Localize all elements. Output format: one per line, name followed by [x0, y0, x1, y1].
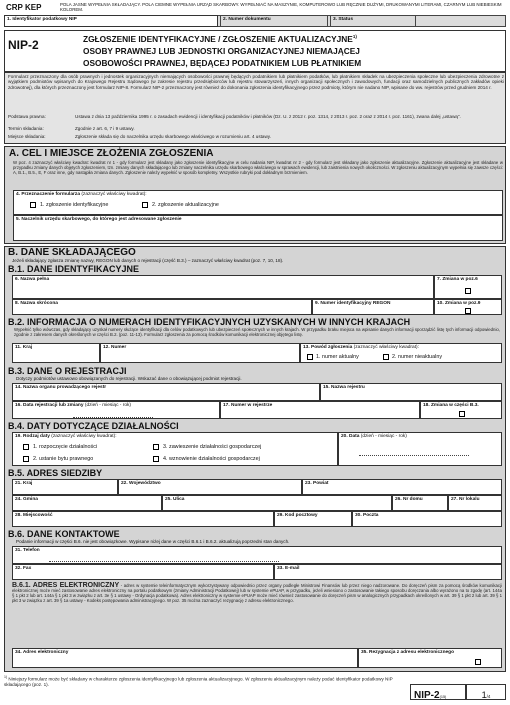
- end-legal-existence-label: 2. ustanie bytu prawnego: [33, 456, 94, 462]
- house-number-label: 26. Nr domu: [395, 497, 423, 502]
- change-name-field: [434, 275, 502, 299]
- postal-code-label: 29. Kod pocztowy: [277, 513, 318, 518]
- foreign-number-field[interactable]: [100, 343, 300, 363]
- date-type-label: 19. Rodzaj daty (zaznaczyć właściwy kwadrat):: [15, 434, 117, 439]
- email-field[interactable]: [274, 564, 502, 580]
- fax-field[interactable]: [12, 564, 274, 580]
- reason-label: 13. Powód zgłoszenia (zaznaczyć właściwy kwadrat):: [303, 345, 419, 350]
- b61-title: B.6.1. ADRES ELEKTRONICZNY: [12, 582, 120, 589]
- nip-label: 1. Identyfikator podatkowy NIP: [7, 17, 77, 22]
- tax-office-field[interactable]: [13, 215, 503, 241]
- street-field[interactable]: [162, 495, 392, 511]
- b4-title: B.4. DATY DOTYCZĄCE DZIAŁALNOŚCI: [8, 421, 179, 431]
- footer-page-total: /4: [486, 694, 491, 699]
- footer-form-code: NIP-2(15): [410, 684, 466, 700]
- purpose-update-label: 2. zgłoszenie aktualizacyjne: [152, 202, 219, 208]
- change-registry-checkbox[interactable]: [459, 411, 465, 417]
- county-field[interactable]: [302, 479, 502, 495]
- registration-date-field[interactable]: [12, 401, 220, 419]
- b5-title: B.5. ADRES SIEDZIBY: [8, 468, 103, 478]
- purpose-identification-checkbox[interactable]: [30, 202, 36, 208]
- change-registry-label: 18. Zmiana w części B.3.: [423, 403, 479, 408]
- city-label: 28. Miejscowość: [15, 513, 53, 518]
- title-line-2: OSOBY PRAWNEJ LUB JEDNOSTKI ORGANIZACYJNEJ NIEMAJĄCEJ: [83, 46, 360, 56]
- change-name-label: 7. Zmiana w poz.6: [437, 277, 478, 282]
- registry-number-field[interactable]: [220, 401, 420, 419]
- phone-field[interactable]: [12, 546, 502, 564]
- start-activity-checkbox[interactable]: [23, 444, 29, 450]
- apartment-number-label: 27. Nr lokalu: [451, 497, 480, 502]
- deadline-value: Zgodnie z art. 6, 7 i 9 ustawy.: [75, 126, 135, 131]
- suspension-checkbox[interactable]: [153, 444, 159, 450]
- registry-authority-label: 14. Nazwa organu prowadzącego rejestr: [15, 385, 107, 390]
- tax-office-label: 5. Naczelnik urzędu skarbowego, do którego jest adresowane zgłoszenie: [16, 217, 182, 222]
- purpose-field: [13, 190, 503, 215]
- nip-field[interactable]: [4, 15, 218, 27]
- b6-note: Podanie informacji w części B.6. nie jest obowiązkowe. Wypisane niżej dane w części B.6.1 i B.6.2. aktualizują poprzedni stan danych.: [16, 539, 290, 544]
- resign-address-label: 35. Rezygnacja z adresu elektronicznego: [361, 650, 455, 655]
- top-note: POLA JASNE WYPEŁNIA SKŁADAJĄCY. POLA CIEMNE WYPEŁNIA URZĄD SKARBOWY. WYPEŁNIAĆ NA MASZYNIE, KOMPUTEROWO LUB RĘCZNIE DUŻYMI, DRUKOWANYMI LITERAMI, CZARNYM LUB NIEBIESKIM KOLOREM.: [60, 2, 502, 12]
- b1-title: B.1. DANE IDENTYFIKACYJNE: [8, 264, 140, 274]
- section-a: [4, 146, 506, 244]
- electronic-address-field[interactable]: [12, 648, 358, 668]
- reason-outdated-checkbox[interactable]: [383, 354, 389, 360]
- resign-address-checkbox[interactable]: [475, 659, 481, 665]
- section-b-title: B. DANE SKŁADAJĄCEGO: [8, 247, 136, 258]
- status-label: 3. Status: [333, 17, 353, 22]
- legal-basis-key: Podstawa prawna:: [8, 114, 46, 119]
- registry-authority-field[interactable]: [12, 383, 320, 401]
- document-number-label: 2. Numer dokumentu: [223, 17, 271, 22]
- footer-version: (15): [439, 695, 447, 699]
- registry-name-field[interactable]: [320, 383, 502, 401]
- title-footnote-mark: 1): [352, 34, 357, 40]
- purpose-label: 4. Przeznaczenie formularza (zaznaczyć właściwy kwadrat):: [16, 192, 147, 197]
- street-label: 25. Ulica: [165, 497, 185, 502]
- footer-note: $^{1)}$ Niniejszy formularz może być składany w charakterze zgłoszenia identyfikacyjnego lub zgłoszenia aktualizacyjnego. W zgłoszeniu aktualizacyjnym należy podać identyfikator podatkowy NIP składającego (poz. 1).: [4, 675, 393, 687]
- municipality-label: 24. Gmina: [15, 497, 38, 502]
- reason-current-checkbox[interactable]: [307, 354, 313, 360]
- postal-code-field[interactable]: [274, 511, 352, 527]
- registration-date-line: [73, 413, 153, 418]
- resumption-checkbox[interactable]: [153, 456, 159, 462]
- email-label: 33. E-mail: [277, 566, 300, 571]
- end-legal-existence-checkbox[interactable]: [23, 456, 29, 462]
- suspension-label: 3. zawieszenie działalności gospodarczej: [163, 444, 262, 450]
- country-field[interactable]: [12, 479, 118, 495]
- place-key: Miejsce składania:: [8, 134, 46, 139]
- reason-current-label: 1. numer aktualny: [316, 354, 359, 360]
- date-type-field: [12, 432, 338, 466]
- activity-date-label: 20. Data (dzień - miesiąc - rok): [341, 434, 407, 439]
- legal-basis-value: Ustawa z dnia 13 października 1995 r. o zasadach ewidencji i identyfikacji podatników i płatników (Dz. U. z 2012 r. poz. 1314, z 2013 r. poz. 2 oraz z 2014 r. poz. 1161), zwana dalej „ustawą”.: [75, 114, 461, 119]
- b6-title: B.6. DANE KONTAKTOWE: [8, 529, 120, 539]
- b2-title: B.2. INFORMACJA O NUMERACH IDENTYFIKACYJNYCH UZYSKANYCH W INNYCH KRAJACH: [8, 317, 411, 327]
- country-foreign-label: 11. Kraj: [15, 345, 33, 350]
- country-label: 21. Kraj: [15, 481, 33, 486]
- regon-label: 9. Numer identyfikacyjny REGON: [315, 301, 391, 306]
- full-name-field[interactable]: [12, 275, 434, 299]
- change-registry-field: [420, 401, 502, 419]
- short-name-field[interactable]: [12, 299, 312, 315]
- place-value: Zgłoszenie składa się do naczelnika urzędu skarbowego właściwego w rozumieniu art. 4 ustawy.: [75, 134, 272, 139]
- section-b-note: Jeżeli składający zgłasza zmianę nazwy, REGON lub danych o rejestracji (część B.3.) – zaznaczyć właściwy kwadrat (poz. 7, 10, 18).: [12, 258, 284, 263]
- status-field: [330, 15, 416, 27]
- registration-date-label: 16. Data rejestracji lub zmiany (dzień - miesiąc - rok): [15, 403, 131, 408]
- title-code: NIP-2: [8, 38, 39, 52]
- short-name-label: 8. Nazwa skrócona: [15, 301, 58, 306]
- purpose-identification-label: 1. zgłoszenie identyfikacyjne: [40, 202, 109, 208]
- city-field[interactable]: [12, 511, 274, 527]
- activity-date-line: [359, 451, 469, 456]
- section-a-note: W poz. 4 zaznaczyć właściwy kwadrat: kwadrat nr 1 - gdy formularz jest składany jako zgłoszenie identyfikacyjne w celu nadania NIP, kwadrat nr 2 - gdy formularz jest składany jako zgłoszenie aktualizacyjne. Zgłoszenie aktualizacyjne jest składane w przypadku zmiany danych objętych zgłoszeniem, tzn. zmiany danych składającego lub zmiany naczelnika urzędu skarbowego właściwego w sprawach ewidencji, lub zaistnienia nowych okoliczności. W zgłoszeniu aktualizacyjnym wypełnia się zawsze części: A, B.1., B.5., E, F oraz inne, gdy nastąpiła zmiana danych. Zgłoszenie należy wypełnić w sposób kompletny. Wszystkie rubryki pod dokładnym brzmieniem.: [13, 160, 503, 175]
- country-foreign-field[interactable]: [12, 343, 100, 363]
- change-regon-checkbox[interactable]: [465, 308, 471, 314]
- change-regon-field: [434, 299, 502, 315]
- change-name-checkbox[interactable]: [465, 288, 471, 294]
- phone-label: 31. Telefon: [15, 548, 40, 553]
- registry-number-label: 17. Numer w rejestrze: [223, 403, 273, 408]
- activity-date-field[interactable]: [338, 432, 502, 466]
- document-number-field: [220, 15, 328, 27]
- footer-page: [466, 684, 506, 700]
- municipality-field[interactable]: [12, 495, 162, 511]
- phone-line: [49, 557, 279, 562]
- deadline-key: Termin składania:: [8, 126, 44, 131]
- b3-title: B.3. DANE O REJESTRACJI: [8, 366, 127, 376]
- reason-outdated-label: 2. numer nieaktualny: [392, 354, 443, 360]
- apartment-number-field[interactable]: [448, 495, 502, 511]
- footer-footnote-mark: 1): [4, 675, 8, 679]
- post-office-field[interactable]: [352, 511, 502, 527]
- resign-address-field: [358, 648, 502, 668]
- b61-block: [12, 583, 502, 603]
- b2-note: Wypełnić tylko wówczas, gdy składający uzyskał numery służące identyfikacji dla celów podatkowych lub ubezpieczeń społecznych w innych krajach. W przypadku braku miejsca na wpisanie danych informacji sporządzić listę tych informacji odpowiednio, zgodnie z zakresem danych określonych w części B.2. (poz. 11-13). Formularz zgłoszenia za pomocą środków komunikacji elektronicznej objętego listę.: [14, 327, 500, 337]
- b61-note: - adres w systemie teleinformatycznym wykorzystywany odpowiednio przez organy podległe Ministrowi Finansów lub przez niego nadzorowane. Do doręczeń pism za pomocą środków komunikacji elektronicznej może mieć zastosowanie adres elektroniczny na portalu podatkowym (zmiany Administracji Podatkowej) lub w systemie ePUAP, w przypadku, jeżeli wniesiono o zastosowanie takiego sposobu doręczania albo wyrażono na to zgodę (art. 144a § 1 pkt 2 lub art. 144a § 1 pkt 3 w związku z art. 3e § 1 ustawy - Ordynacja podatkowa). Adres elektroniczny w systemie ePUAP może mieć również zastosowanie do doręczeń pism w analogicznych przypadkach określonych w art. 39 § 1 pkt 2 lub art. 39 § 1 pkt 3 w związku z art. 39 § 1a ustawy - Kodeks postępowania administracyjnego. W poz. 35 można zaznaczyć rezygnację z adresu elektronicznego.: [12, 583, 502, 603]
- form-code: CRP KEP: [6, 3, 42, 12]
- voivodeship-field[interactable]: [118, 479, 302, 495]
- reason-field: [300, 343, 502, 363]
- post-office-label: 30. Poczta: [355, 513, 379, 518]
- intro-text: Formularz przeznaczony dla osób prawnych i jednostek organizacyjnych niemających osobowości prawnej będących podatnikiem lub płatnikiem podatków, lub płatnikiem składek na ubezpieczenia społeczne lub ubezpieczenia zdrowotne z wyjątkiem podmiotów wpisanych do Krajowego Rejestru Sądowego (w zakresie rejestru przedsiębiorców lub rejestru stowarzyszeń, innych organizacji społecznych i zawodowych, fundacji oraz samodzielnych publicznych zakładów opieki zdrowotnej), dla których przeznaczony jest formularz NIP-8. Formularz NIP-2 przeznaczony jest również do dokonania zgłoszenia identyfikacyjnego przez podmioty, którym nie nadano NIP, wpisane do ww. rejestrów przed grudniem 2014 r.: [8, 74, 504, 90]
- start-activity-label: 1. rozpoczęcie działalności: [33, 444, 98, 450]
- title-line-1: ZGŁOSZENIE IDENTYFIKACYJNE / ZGŁOSZENIE AKTUALIZACYJNE$^{1)}$: [83, 34, 357, 44]
- fax-label: 32. Fax: [15, 566, 32, 571]
- voivodeship-label: 22. Województwo: [121, 481, 161, 486]
- b3-note: Dotyczy podmiotów ustawowo obowiązanych do rejestracji. Wskazać dane o obowiązującej podmiot rejestracji.: [16, 376, 242, 381]
- foreign-number-label: 12. Numer: [103, 345, 127, 350]
- resumption-label: 4. wznowienie działalności gospodarczej: [163, 456, 260, 462]
- regon-field[interactable]: [312, 299, 434, 315]
- change-regon-label: 10. Zmiana w poz.9: [437, 301, 481, 306]
- house-number-field[interactable]: [392, 495, 448, 511]
- section-a-title: A. CEL I MIEJSCE ZŁOŻENIA ZGŁOSZENIA: [9, 148, 214, 159]
- footer-page-number: 1: [481, 690, 487, 700]
- title-block: [4, 30, 506, 72]
- full-name-label: 6. Nazwa pełna: [15, 277, 50, 282]
- intro-block: [4, 72, 506, 144]
- electronic-address-label: 34. Adres elektroniczny: [15, 650, 69, 655]
- county-label: 23. Powiat: [305, 481, 329, 486]
- title-line-3: OSOBOWOŚCI PRAWNEJ, BĘDĄCEJ PODATNIKIEM LUB PŁATNIKIEM: [83, 58, 362, 68]
- registry-name-label: 15. Nazwa rejestru: [323, 385, 365, 390]
- purpose-update-checkbox[interactable]: [142, 202, 148, 208]
